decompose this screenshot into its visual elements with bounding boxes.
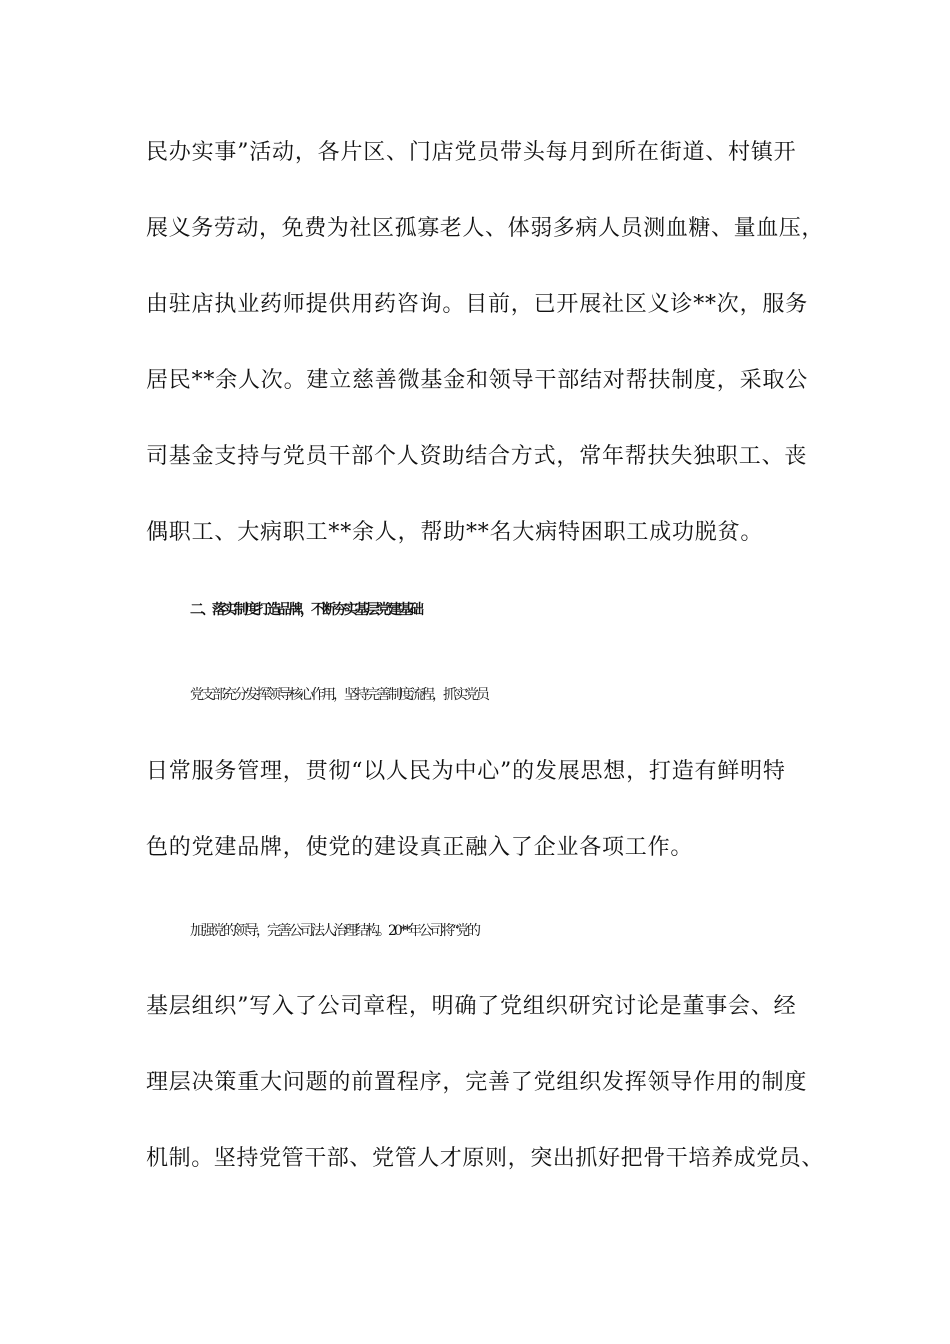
paragraph-1-line-5: 司基金支持与党员干部个人资助结合方式，常年帮扶失独职工、丧	[146, 444, 808, 469]
paragraph-3-line-3: 理层决策重大问题的前置程序，完善了党组织发挥领导作用的制度	[146, 1070, 808, 1095]
paragraph-2-line-2: 日常服务管理，贯彻“以人民为中心”的发展思想，打造有鲜明特	[146, 759, 786, 784]
paragraph-2-line-3: 色的党建品牌，使党的建设真正融入了企业各项工作。	[146, 835, 694, 860]
paragraph-1-line-4: 居民**余人次。建立慈善微基金和领导干部结对帮扶制度，采取公	[146, 368, 809, 393]
paragraph-3-line-2: 基层组织”写入了公司章程，明确了党组织研究讨论是董事会、经	[146, 994, 797, 1019]
paragraph-1-line-2: 展义务劳动，免费为社区孤寡老人、体弱多病人员测血糖、量血压，	[146, 216, 825, 241]
paragraph-1-line-6: 偶职工、大病职工**余人，帮助**名大病特困职工成功脱贫。	[146, 520, 764, 545]
paragraph-1-line-1: 民办实事”活动，各片区、门店党员带头每月到所在街道、村镇开	[146, 140, 797, 165]
paragraph-2-line-1: 党支部充分发挥领导核心作用，坚持完善制度流程，抓实党员	[190, 687, 487, 703]
paragraph-1-line-3: 由驻店执业药师提供用药咨询。目前，已开展社区义诊**次，服务	[146, 292, 809, 317]
section-heading: 二、落实制度打造品牌，不断夯实基层党建基础	[190, 602, 421, 618]
paragraph-3-line-4: 机制。坚持党管干部、党管人才原则，突出抓好把骨干培养成党员、	[146, 1146, 825, 1171]
paragraph-3-line-1: 加强党的领导，完善公司法人治理结构。20**年公司将“党的	[190, 923, 478, 939]
